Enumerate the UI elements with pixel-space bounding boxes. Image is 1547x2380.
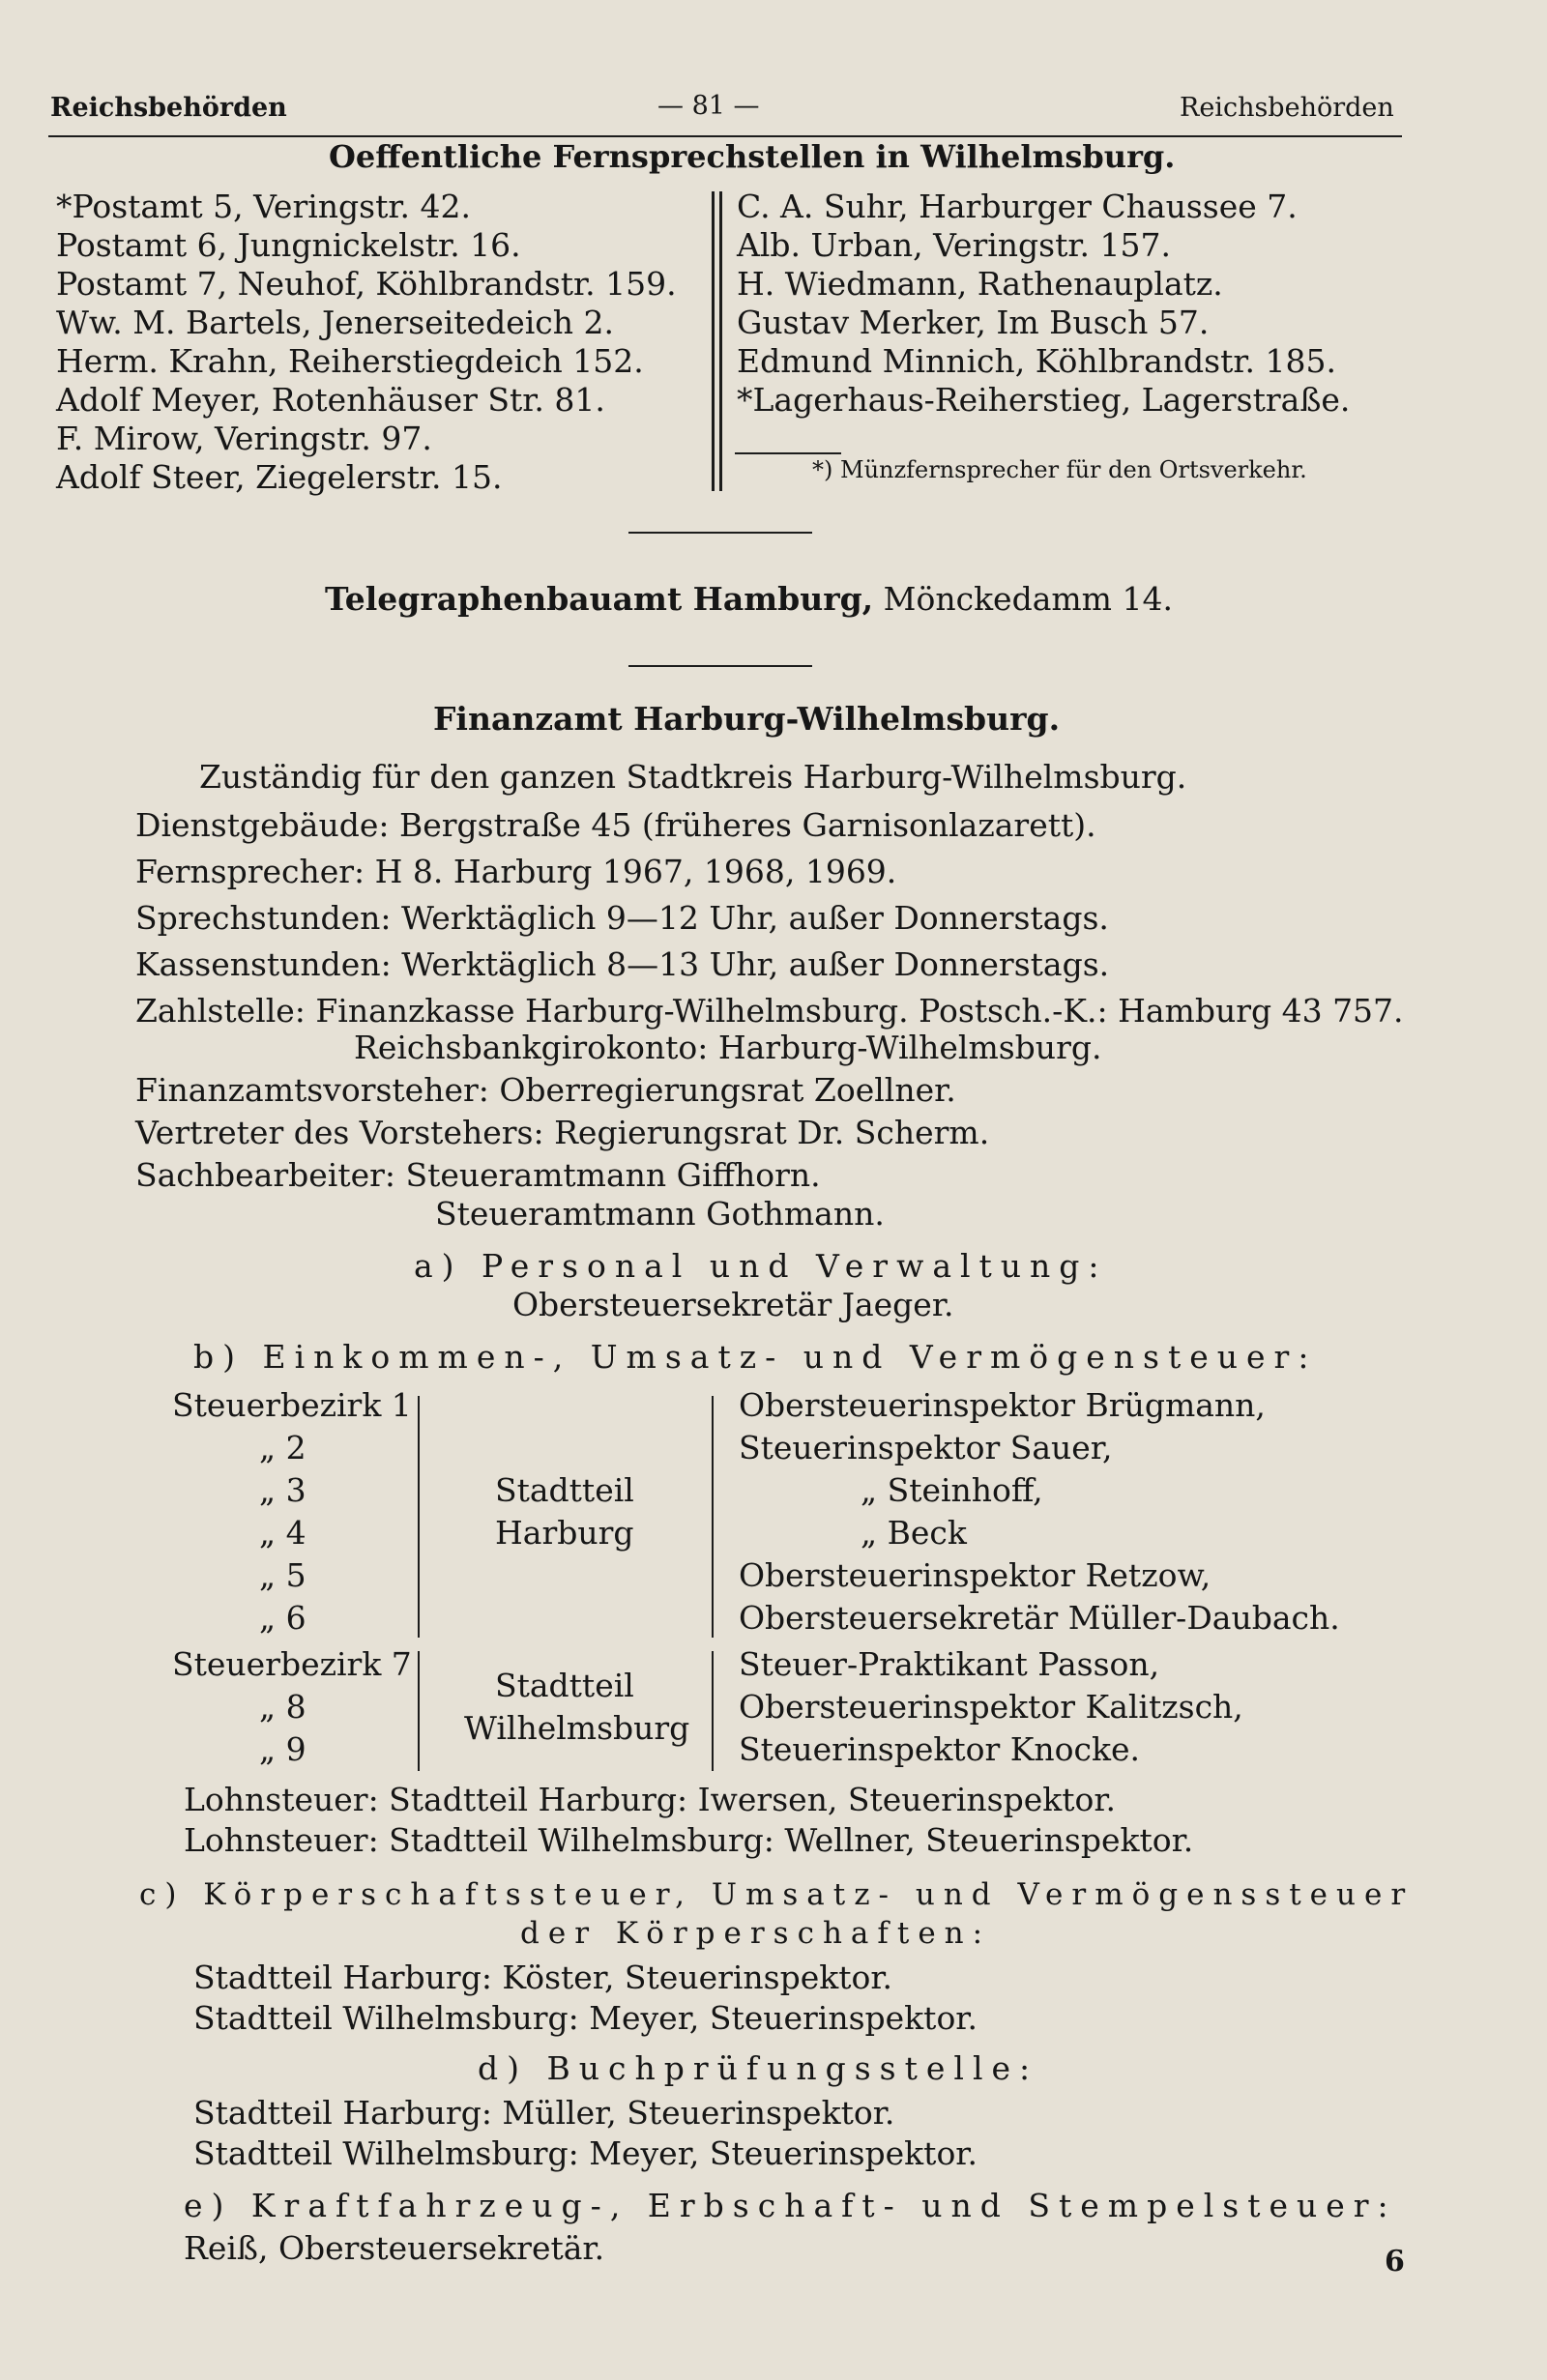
section-d-line-1: Stadtteil Harburg: Müller, Steuerinspektor. [193, 2094, 895, 2132]
header-right: Reichsbehörden [1180, 93, 1394, 123]
section-separator [628, 532, 812, 534]
official-5: Obersteuerinspektor Retzow, [739, 1556, 1211, 1594]
finance-line-8: Finanzamtsvorsteher: Oberregierungsrat Zoellner. [135, 1071, 956, 1109]
district-8: „ 8 [259, 1688, 306, 1726]
district-6: „ 6 [259, 1599, 306, 1637]
phones-left-7: F. Mirow, Veringstr. 97. [56, 420, 432, 457]
phones-right-4: Gustav Merker, Im Busch 57. [737, 304, 1210, 341]
section-d-heading: d) Buchprüfungsstelle: [478, 2049, 1039, 2087]
official-1: Obersteuerinspektor Brügmann, [739, 1386, 1266, 1424]
phones-right-1: C. A. Suhr, Harburger Chaussee 7. [737, 188, 1298, 225]
telegraph-address: Mönckedamm 14. [883, 580, 1173, 618]
finance-line-11: Steueramtmann Gothmann. [435, 1195, 885, 1233]
finance-line-5: Kassenstunden: Werktäglich 8—13 Uhr, außer Donnerstags. [135, 945, 1110, 983]
official-4: „ Beck [861, 1514, 967, 1552]
district-2: „ 2 [259, 1429, 306, 1466]
section-a-heading: a) Personal und Verwaltung: [414, 1247, 1108, 1285]
section-separator [628, 665, 812, 667]
finance-line-7: Reichsbankgirokonto: Harburg-Wilhelmsburg. [354, 1029, 1102, 1066]
official-6: Obersteuersekretär Müller-Daubach. [739, 1599, 1340, 1637]
brace-right-1 [712, 1396, 714, 1638]
phones-right-3: H. Wiedmann, Rathenauplatz. [737, 265, 1223, 303]
district-7: Steuerbezirk 7 [172, 1645, 412, 1683]
finance-line-6: Zahlstelle: Finanzkasse Harburg-Wilhelmsburg. Postsch.-K.: Hamburg 43 757. [135, 992, 1404, 1030]
section-b-heading: b) Einkommen-, Umsatz- und Vermögensteuer: [193, 1338, 1318, 1376]
district-4: „ 4 [259, 1514, 306, 1552]
finance-line-4: Sprechstunden: Werktäglich 9—12 Uhr, außer Donnerstags. [135, 899, 1109, 937]
district-mid-1a: Stadtteil [495, 1471, 634, 1509]
phones-left-6: Adolf Meyer, Rotenhäuser Str. 81. [56, 381, 605, 419]
phones-footnote: *) Münzfernsprecher für den Ortsverkehr. [812, 456, 1307, 483]
section-a-person: Obersteuersekretär Jaeger. [512, 1286, 954, 1323]
district-mid-2b: Wilhelmsburg [464, 1709, 690, 1747]
telegraph-line [325, 580, 1173, 619]
finance-line-2: Dienstgebäude: Bergstraße 45 (früheres Garnisonlazarett). [135, 806, 1096, 844]
phones-right-6: *Lagerhaus-Reiherstieg, Lagerstraße. [737, 381, 1351, 419]
phones-left-2: Postamt 6, Jungnickelstr. 16. [56, 226, 521, 264]
finance-line-9: Vertreter des Vorstehers: Regierungsrat Dr. Scherm. [135, 1114, 990, 1151]
section-c-heading-2: der Körperschaften: [520, 1916, 992, 1951]
official-9: Steuerinspektor Knocke. [739, 1730, 1141, 1768]
brace-left-2 [418, 1651, 420, 1771]
page-number: — 81 — [657, 91, 760, 121]
phones-right-5: Edmund Minnich, Köhlbrandstr. 185. [737, 342, 1336, 380]
district-3: „ 3 [259, 1471, 306, 1509]
section-e-heading: e) Kraftfahrzeug-, Erbschaft- und Stempelsteuer: [184, 2187, 1397, 2224]
finance-line-3: Fernsprecher: H 8. Harburg 1967, 1968, 1969. [135, 853, 897, 890]
phones-left-3: Postamt 7, Neuhof, Köhlbrandstr. 159. [56, 265, 677, 303]
wage-tax-2: Lohnsteuer: Stadtteil Wilhelmsburg: Wellner, Steuerinspektor. [184, 1821, 1194, 1859]
finance-line-1: Zuständig für den ganzen Stadtkreis Harburg-Wilhelmsburg. [199, 758, 1187, 796]
header-left: Reichsbehörden [50, 93, 287, 123]
district-mid-2a: Stadtteil [495, 1667, 634, 1704]
column-divider-right [719, 191, 722, 491]
section-c-heading-1: c) Körperschaftssteuer, Umsatz- und Vermögenssteuer [139, 1877, 1415, 1912]
phones-left-5: Herm. Krahn, Reiherstiegdeich 152. [56, 342, 644, 380]
official-8: Obersteuerinspektor Kalitzsch, [739, 1688, 1243, 1726]
district-1: Steuerbezirk 1 [172, 1386, 412, 1424]
district-5: „ 5 [259, 1556, 306, 1594]
column-divider-left [712, 191, 715, 491]
section-d-line-2: Stadtteil Wilhelmsburg: Meyer, Steuerinspektor. [193, 2134, 978, 2172]
brace-right-2 [712, 1651, 714, 1771]
phones-left-1: *Postamt 5, Veringstr. 42. [56, 188, 471, 225]
telegraph-name: Telegraphenbauamt Hamburg, [325, 580, 874, 618]
brace-left-1 [418, 1396, 420, 1638]
phones-left-4: Ww. M. Bartels, Jenerseitedeich 2. [56, 304, 615, 341]
section-c-line-2: Stadtteil Wilhelmsburg: Meyer, Steuerinspektor. [193, 1999, 978, 2037]
official-3: „ Steinhoff, [861, 1471, 1043, 1509]
wage-tax-1: Lohnsteuer: Stadtteil Harburg: Iwersen, Steuerinspektor. [184, 1781, 1117, 1818]
district-9: „ 9 [259, 1730, 306, 1768]
section-e-person: Reiß, Obersteuersekretär. [184, 2229, 605, 2267]
section-c-line-1: Stadtteil Harburg: Köster, Steuerinspektor. [193, 1959, 893, 1996]
district-mid-1b: Harburg [495, 1514, 634, 1552]
signature-mark: 6 [1385, 2245, 1405, 2278]
phones-title: Oeffentliche Fernsprechstellen in Wilhelmsburg. [329, 138, 1176, 175]
phones-left-8: Adolf Steer, Ziegelerstr. 15. [56, 458, 503, 496]
official-2: Steuerinspektor Sauer, [739, 1429, 1113, 1466]
phones-right-2: Alb. Urban, Veringstr. 157. [737, 226, 1171, 264]
finance-title: Finanzamt Harburg-Wilhelmsburg. [433, 700, 1061, 738]
official-7: Steuer-Praktikant Passon, [739, 1645, 1160, 1683]
finance-line-10: Sachbearbeiter: Steueramtmann Giffhorn. [135, 1156, 821, 1194]
